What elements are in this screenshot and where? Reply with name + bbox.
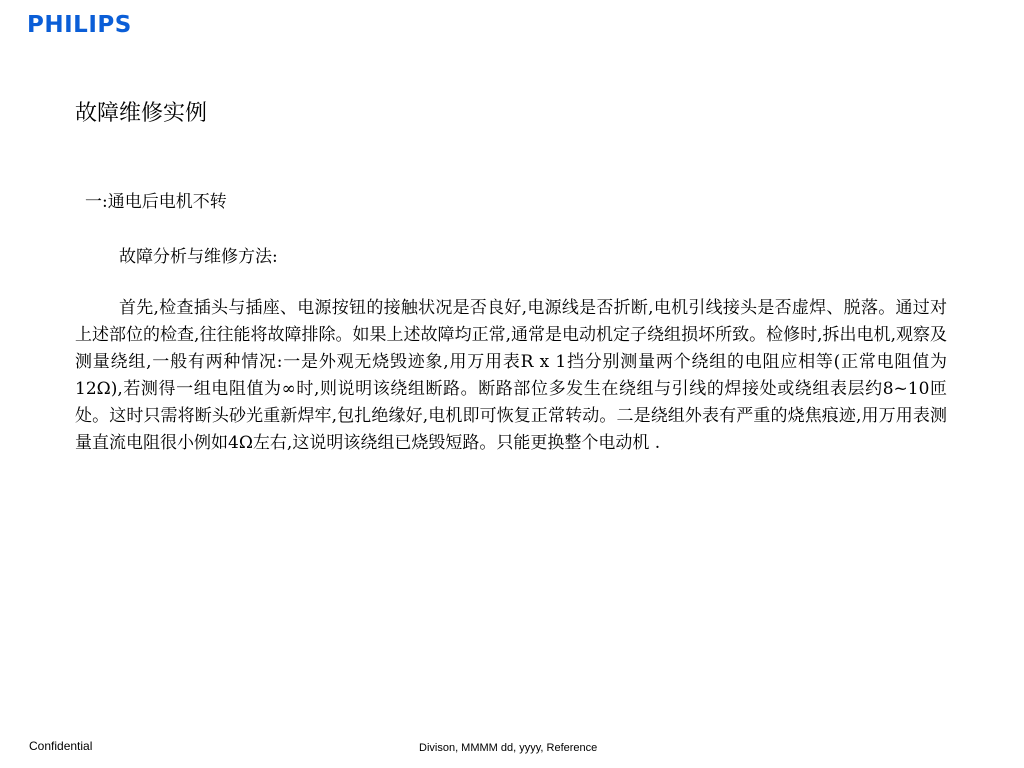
footer-confidential: Confidential — [29, 739, 93, 753]
footer-reference: Divison, MMMM dd, yyyy, Reference — [419, 742, 598, 754]
analysis-subheading: 故障分析与维修方法: — [119, 247, 278, 267]
philips-logo: PHILIPS — [27, 12, 132, 38]
body-paragraph: 首先,检查插头与插座、电源按钮的接触状况是否良好,电源线是否折断,电机引线接头是否虚焊、脱落。通过对上述部位的检查,往往能将故障排除。如果上述故障均正常,通常是电动机定子绕组损坏所致。检修时,拆出电机,观察及测量绕组,一般有两种情况:一是外观无烧毁迹象,用万用表R x 1挡分别测量两个绕组的电阻应相等(正常电阻值为12Ω),若测得一组电阻值为∞时,则说明该绕组断路。断路部位多发生在绕组与引线的焊接处或绕组表层约8~10匝处。这时只需将断头砂光重新焊牢,包扎绝缘好,电机即可恢复正常转动。二是绕组外表有严重的烧焦痕迹,用万用表测量直流电阻很小例如4Ω左右,这说明该绕组已烧毁短路。只能更换整个电动机 . — [75, 298, 947, 453]
slide-title: 故障维修实例 — [75, 101, 208, 126]
section-heading: 一:通电后电机不转 — [85, 192, 227, 212]
